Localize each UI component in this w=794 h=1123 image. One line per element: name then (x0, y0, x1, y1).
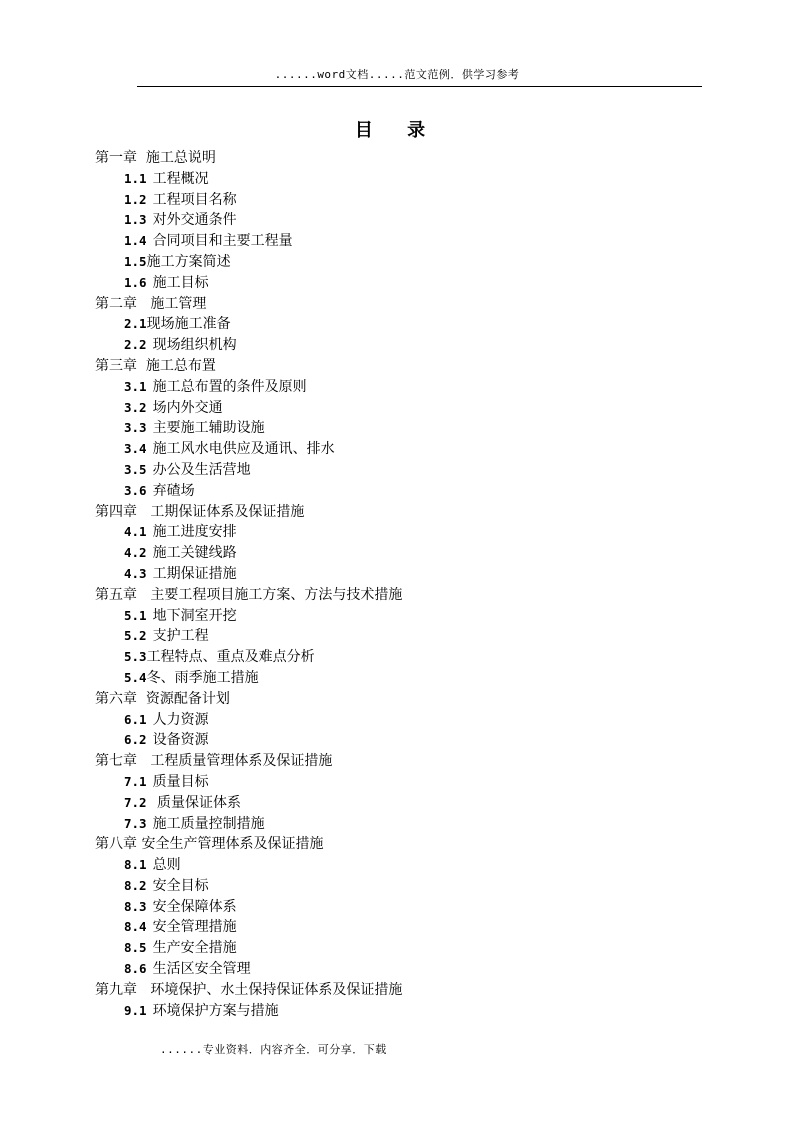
toc-chapter-title: 第六章 资源配备计划 (95, 690, 230, 707)
toc-section-entry[interactable] (95, 522, 735, 543)
toc-section-title: 人力资源 (152, 711, 209, 728)
toc-section-title: 弃碴场 (152, 482, 195, 499)
toc-title: 目 录 (354, 120, 440, 141)
toc-section-title: 主要施工辅助设施 (152, 420, 265, 437)
toc-section-title: 工期保证措施 (152, 565, 237, 582)
toc-section-entry[interactable] (95, 793, 735, 814)
toc-section-number: 5.2 (124, 628, 147, 644)
toc-section-number: 1.4 (124, 233, 147, 249)
toc-section-number: 4.1 (124, 524, 147, 540)
toc-chapter-entry[interactable] (95, 356, 735, 377)
toc-chapter-entry[interactable] (95, 502, 735, 523)
toc-section-entry[interactable] (95, 814, 735, 835)
toc-section-number: 8.6 (124, 961, 147, 977)
toc-section-title: 质量目标 (152, 773, 209, 790)
toc-section-entry[interactable] (95, 647, 735, 668)
toc-section-number: 7.2 (124, 794, 147, 810)
toc-chapter-title: 第四章 工期保证体系及保证措施 (95, 503, 305, 520)
toc-section-entry[interactable] (95, 169, 735, 190)
toc-section-entry[interactable] (95, 314, 735, 335)
toc-section-number: 2.2 (124, 337, 147, 353)
toc-section-number: 3.4 (124, 441, 147, 457)
toc-section-title: 支护工程 (152, 628, 209, 645)
toc-section-entry[interactable] (95, 1001, 735, 1022)
toc-section-entry[interactable] (95, 335, 735, 356)
page-header-text: ......word文档.....范文范例．供学习参考 (274, 68, 520, 81)
toc-section-number: 8.1 (124, 857, 147, 873)
toc-section-number: 1.5 (124, 253, 147, 269)
toc-section-title: 安全保障体系 (152, 898, 237, 915)
toc-section-title: 环境保护方案与措施 (152, 1002, 279, 1019)
toc-section-entry[interactable] (95, 481, 735, 502)
toc-chapter-entry[interactable] (95, 585, 735, 606)
toc-section-number: 8.2 (124, 877, 147, 893)
toc-section-entry[interactable] (95, 626, 735, 647)
toc-section-entry[interactable] (95, 606, 735, 627)
toc-chapter-title: 第五章 主要工程项目施工方案、方法与技术措施 (95, 586, 403, 603)
toc-section-title: 合同项目和主要工程量 (152, 233, 293, 250)
header-rule (137, 86, 702, 87)
toc-chapter-entry[interactable] (95, 294, 735, 315)
toc-chapter-entry[interactable] (95, 751, 735, 772)
toc-section-number: 6.1 (124, 711, 147, 727)
toc-section-entry[interactable] (95, 231, 735, 252)
toc-section-number: 8.5 (124, 940, 147, 956)
toc-chapter-title: 第七章 工程质量管理体系及保证措施 (95, 753, 333, 770)
toc-section-entry[interactable] (95, 273, 735, 294)
toc-section-number: 8.4 (124, 919, 147, 935)
toc-section-title: 工程项目名称 (152, 191, 237, 208)
toc-chapter-entry[interactable] (95, 689, 735, 710)
toc-section-title: 现场施工准备 (146, 316, 231, 333)
toc-chapter-title: 第八章 安全生产管理体系及保证措施 (95, 836, 324, 853)
toc-section-title: 施工风水电供应及通讯、排水 (152, 441, 335, 458)
toc-section-number: 3.6 (124, 482, 147, 498)
toc-section-title: 总则 (152, 857, 181, 874)
toc-section-entry[interactable] (95, 460, 735, 481)
toc-section-title: 场内外交通 (152, 399, 223, 416)
toc-section-number: 5.4 (124, 669, 147, 685)
toc-section-title: 施工目标 (152, 274, 209, 291)
toc-chapter-title: 第三章 施工总布置 (95, 357, 216, 374)
toc-section-title: 工程特点、重点及难点分析 (146, 649, 315, 666)
toc-chapter-title: 第二章 施工管理 (95, 295, 207, 312)
toc-section-title: 安全管理措施 (152, 919, 237, 936)
toc-section-entry[interactable] (95, 730, 735, 751)
toc-section-title: 质量保证体系 (152, 794, 242, 811)
toc-chapter-title: 第一章 施工总说明 (95, 150, 216, 166)
toc-section-title: 施工进度安排 (152, 524, 237, 541)
toc-section-entry[interactable] (95, 876, 735, 897)
toc-section-entry[interactable] (95, 190, 735, 211)
toc-section-number: 1.1 (124, 170, 147, 186)
toc-section-number: 3.5 (124, 461, 147, 477)
toc-section-title: 施工总布置的条件及原则 (152, 378, 307, 395)
toc-chapter-entry[interactable] (95, 834, 735, 855)
toc-section-title: 施工方案简述 (146, 253, 231, 270)
toc-section-number: 6.2 (124, 732, 147, 748)
toc-section-number: 2.1 (124, 316, 147, 332)
toc-section-number: 3.3 (124, 420, 147, 436)
toc-section-entry[interactable] (95, 897, 735, 918)
toc-section-entry[interactable] (95, 668, 735, 689)
toc-section-entry[interactable] (95, 210, 735, 231)
toc-section-entry[interactable] (95, 855, 735, 876)
toc-section-title: 施工关键线路 (152, 545, 237, 562)
toc-section-title: 现场组织机构 (152, 337, 237, 354)
table-of-contents (95, 148, 735, 1021)
toc-section-entry[interactable] (95, 772, 735, 793)
toc-section-entry[interactable] (95, 252, 735, 273)
toc-section-title: 冬、雨季施工措施 (146, 669, 259, 686)
toc-section-number: 1.6 (124, 274, 147, 290)
page-footer-text: ......专业资料．内容齐全．可分享．下载 (160, 1043, 387, 1056)
toc-section-number: 4.3 (124, 565, 147, 581)
toc-section-title: 对外交通条件 (152, 212, 237, 229)
toc-section-number: 1.3 (124, 212, 147, 228)
toc-section-title: 工程概况 (152, 170, 209, 187)
toc-section-number: 1.2 (124, 191, 147, 207)
toc-section-entry[interactable] (95, 543, 735, 564)
toc-section-number: 3.1 (124, 378, 147, 394)
toc-section-title: 办公及生活营地 (152, 461, 251, 478)
toc-section-entry[interactable] (95, 439, 735, 460)
toc-section-entry[interactable] (95, 710, 735, 731)
toc-section-number: 3.2 (124, 399, 147, 415)
toc-section-number: 4.2 (124, 545, 147, 561)
toc-section-number: 7.3 (124, 815, 147, 831)
toc-section-title: 施工质量控制措施 (152, 815, 265, 832)
toc-chapter-entry[interactable] (95, 148, 735, 169)
toc-section-title: 地下洞室开挖 (152, 607, 237, 624)
toc-section-number: 5.1 (124, 607, 147, 623)
toc-section-number: 5.3 (124, 649, 147, 665)
toc-section-title: 设备资源 (152, 732, 209, 749)
toc-section-entry[interactable] (95, 398, 735, 419)
toc-section-entry[interactable] (95, 938, 735, 959)
toc-section-entry[interactable] (95, 917, 735, 938)
toc-chapter-title: 第九章 环境保护、水土保持保证体系及保证措施 (95, 981, 403, 998)
toc-section-title: 生活区安全管理 (152, 961, 251, 978)
toc-chapter-entry[interactable] (95, 980, 735, 1001)
toc-section-number: 7.1 (124, 773, 147, 789)
toc-section-entry[interactable] (95, 564, 735, 585)
toc-section-number: 9.1 (124, 1002, 147, 1018)
toc-section-entry[interactable] (95, 959, 735, 980)
toc-section-entry[interactable] (95, 377, 735, 398)
toc-section-entry[interactable] (95, 418, 735, 439)
toc-section-title: 生产安全措施 (152, 940, 237, 957)
toc-section-number: 8.3 (124, 898, 147, 914)
toc-section-title: 安全目标 (152, 877, 209, 894)
